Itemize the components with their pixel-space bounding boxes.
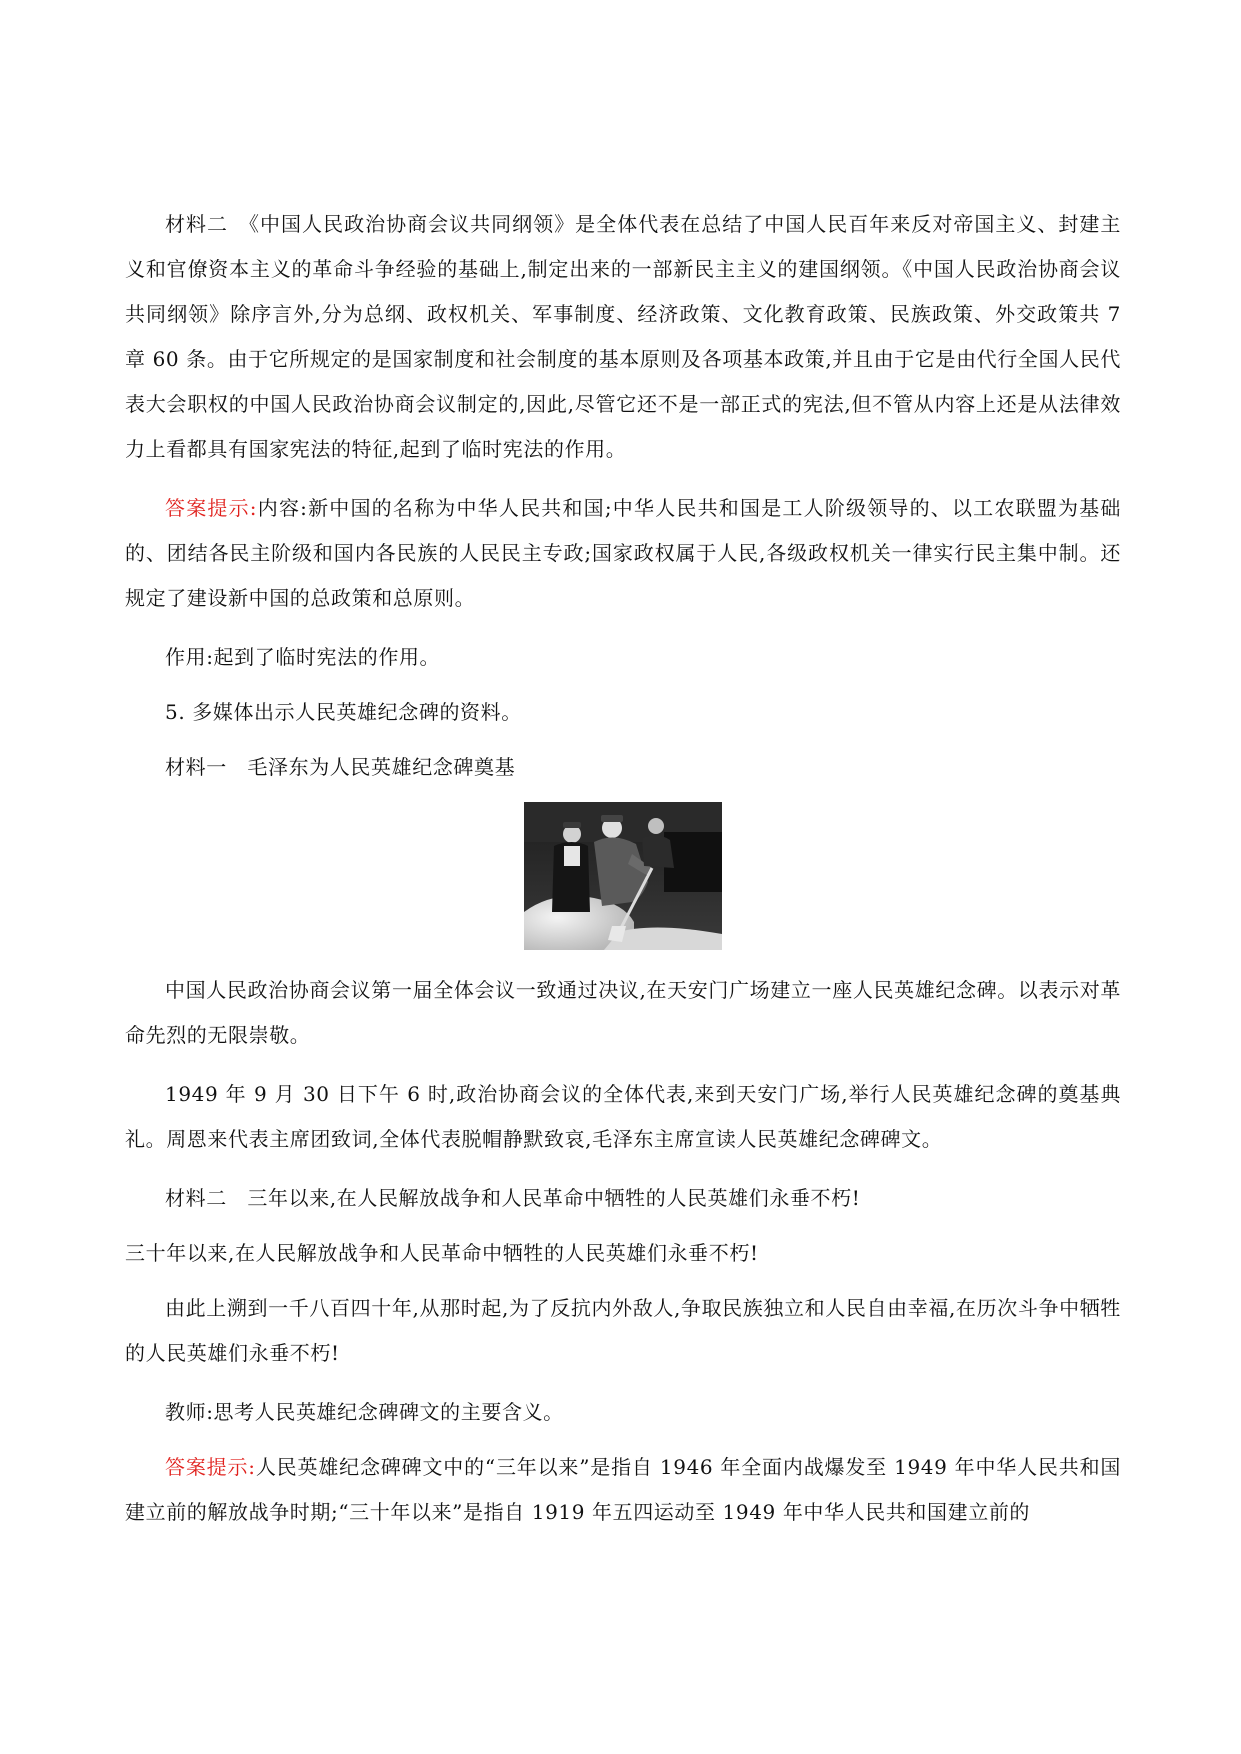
answer-hint-label-two: 答案提示: <box>165 1455 256 1479</box>
step-five-paragraph: 5. 多媒体出示人民英雄纪念碑的资料。 <box>165 700 522 724</box>
answer-hint-text: 内容:新中国的名称为中华人民共和国;中华人民共和国是工人阶级领导的、以工农联盟为基础的、团结各民主阶级和国内各民族的人民民主专政;国家政权属于人民,各级政权机关一律实行民主集中制。还规定了建设新中国的总政策和总原则。 <box>125 496 1121 610</box>
material-one-caption: 材料一 毛泽东为人民英雄纪念碑奠基 <box>165 755 516 779</box>
answer-hint-paragraph <box>125 486 1121 621</box>
photo-figure <box>125 802 1121 950</box>
inscription-line-one: 材料二 三年以来,在人民解放战争和人民革命中牺牲的人民英雄们永垂不朽! <box>165 1186 861 1210</box>
answer-hint-paragraph-two <box>125 1445 1121 1535</box>
ceremony-paragraph: 1949 年 9 月 30 日下午 6 时,政治协商会议的全体代表,来到天安门广场,举行人民英雄纪念碑的奠基典礼。周恩来代表主席团致词,全体代表脱帽静默致哀,毛泽东主席宣读人民英雄纪念碑碑文。 <box>125 1082 1121 1151</box>
answer-hint-text-two: 人民英雄纪念碑碑文中的“三年以来”是指自 1946 年全面内战爆发至 1949 年中华人民共和国建立前的解放战争时期;“三十年以来”是指自 1919 年五四运动至 1949 年中华人民共和国建立前的 <box>125 1455 1121 1524</box>
material-two-paragraph: 材料二 《中国人民政治协商会议共同纲领》是全体代表在总结了中国人民百年来反对帝国主义、封建主义和官僚资本主义的革命斗争经验的基础上,制定出来的一部新民主主义的建国纲领。《中国人民政治协商会议共同纲领》除序言外,分为总纲、政权机关、军事制度、经济政策、文化教育政策、民族政策、外交政策共 7 章 60 条。由于它所规定的是国家制度和社会制度的基本原则及各项基本政策,并且由于它是由代行全国人民代表大会职权的中国人民政治协商会议制定的,因此,尽管它还不是一部正式的宪法,但不管从内容上还是从法律效力上看都具有国家宪法的特征,起到了临时宪法的作用。 <box>125 212 1121 461</box>
historical-photo <box>524 802 722 950</box>
inscription-line-two: 三十年以来,在人民解放战争和人民革命中牺牲的人民英雄们永垂不朽! <box>125 1241 759 1265</box>
teacher-question: 教师:思考人民英雄纪念碑碑文的主要含义。 <box>165 1400 564 1424</box>
resolution-paragraph: 中国人民政治协商会议第一届全体会议一致通过决议,在天安门广场建立一座人民英雄纪念碑。以表示对革命先烈的无限崇敬。 <box>125 978 1121 1047</box>
answer-hint-label: 答案提示: <box>165 496 258 520</box>
inscription-line-three: 由此上溯到一千八百四十年,从那时起,为了反抗内外敌人,争取民族独立和人民自由幸福,在历次斗争中牺牲的人民英雄们永垂不朽! <box>125 1296 1121 1365</box>
function-paragraph: 作用:起到了临时宪法的作用。 <box>165 645 441 669</box>
document-body <box>125 202 1121 1549</box>
